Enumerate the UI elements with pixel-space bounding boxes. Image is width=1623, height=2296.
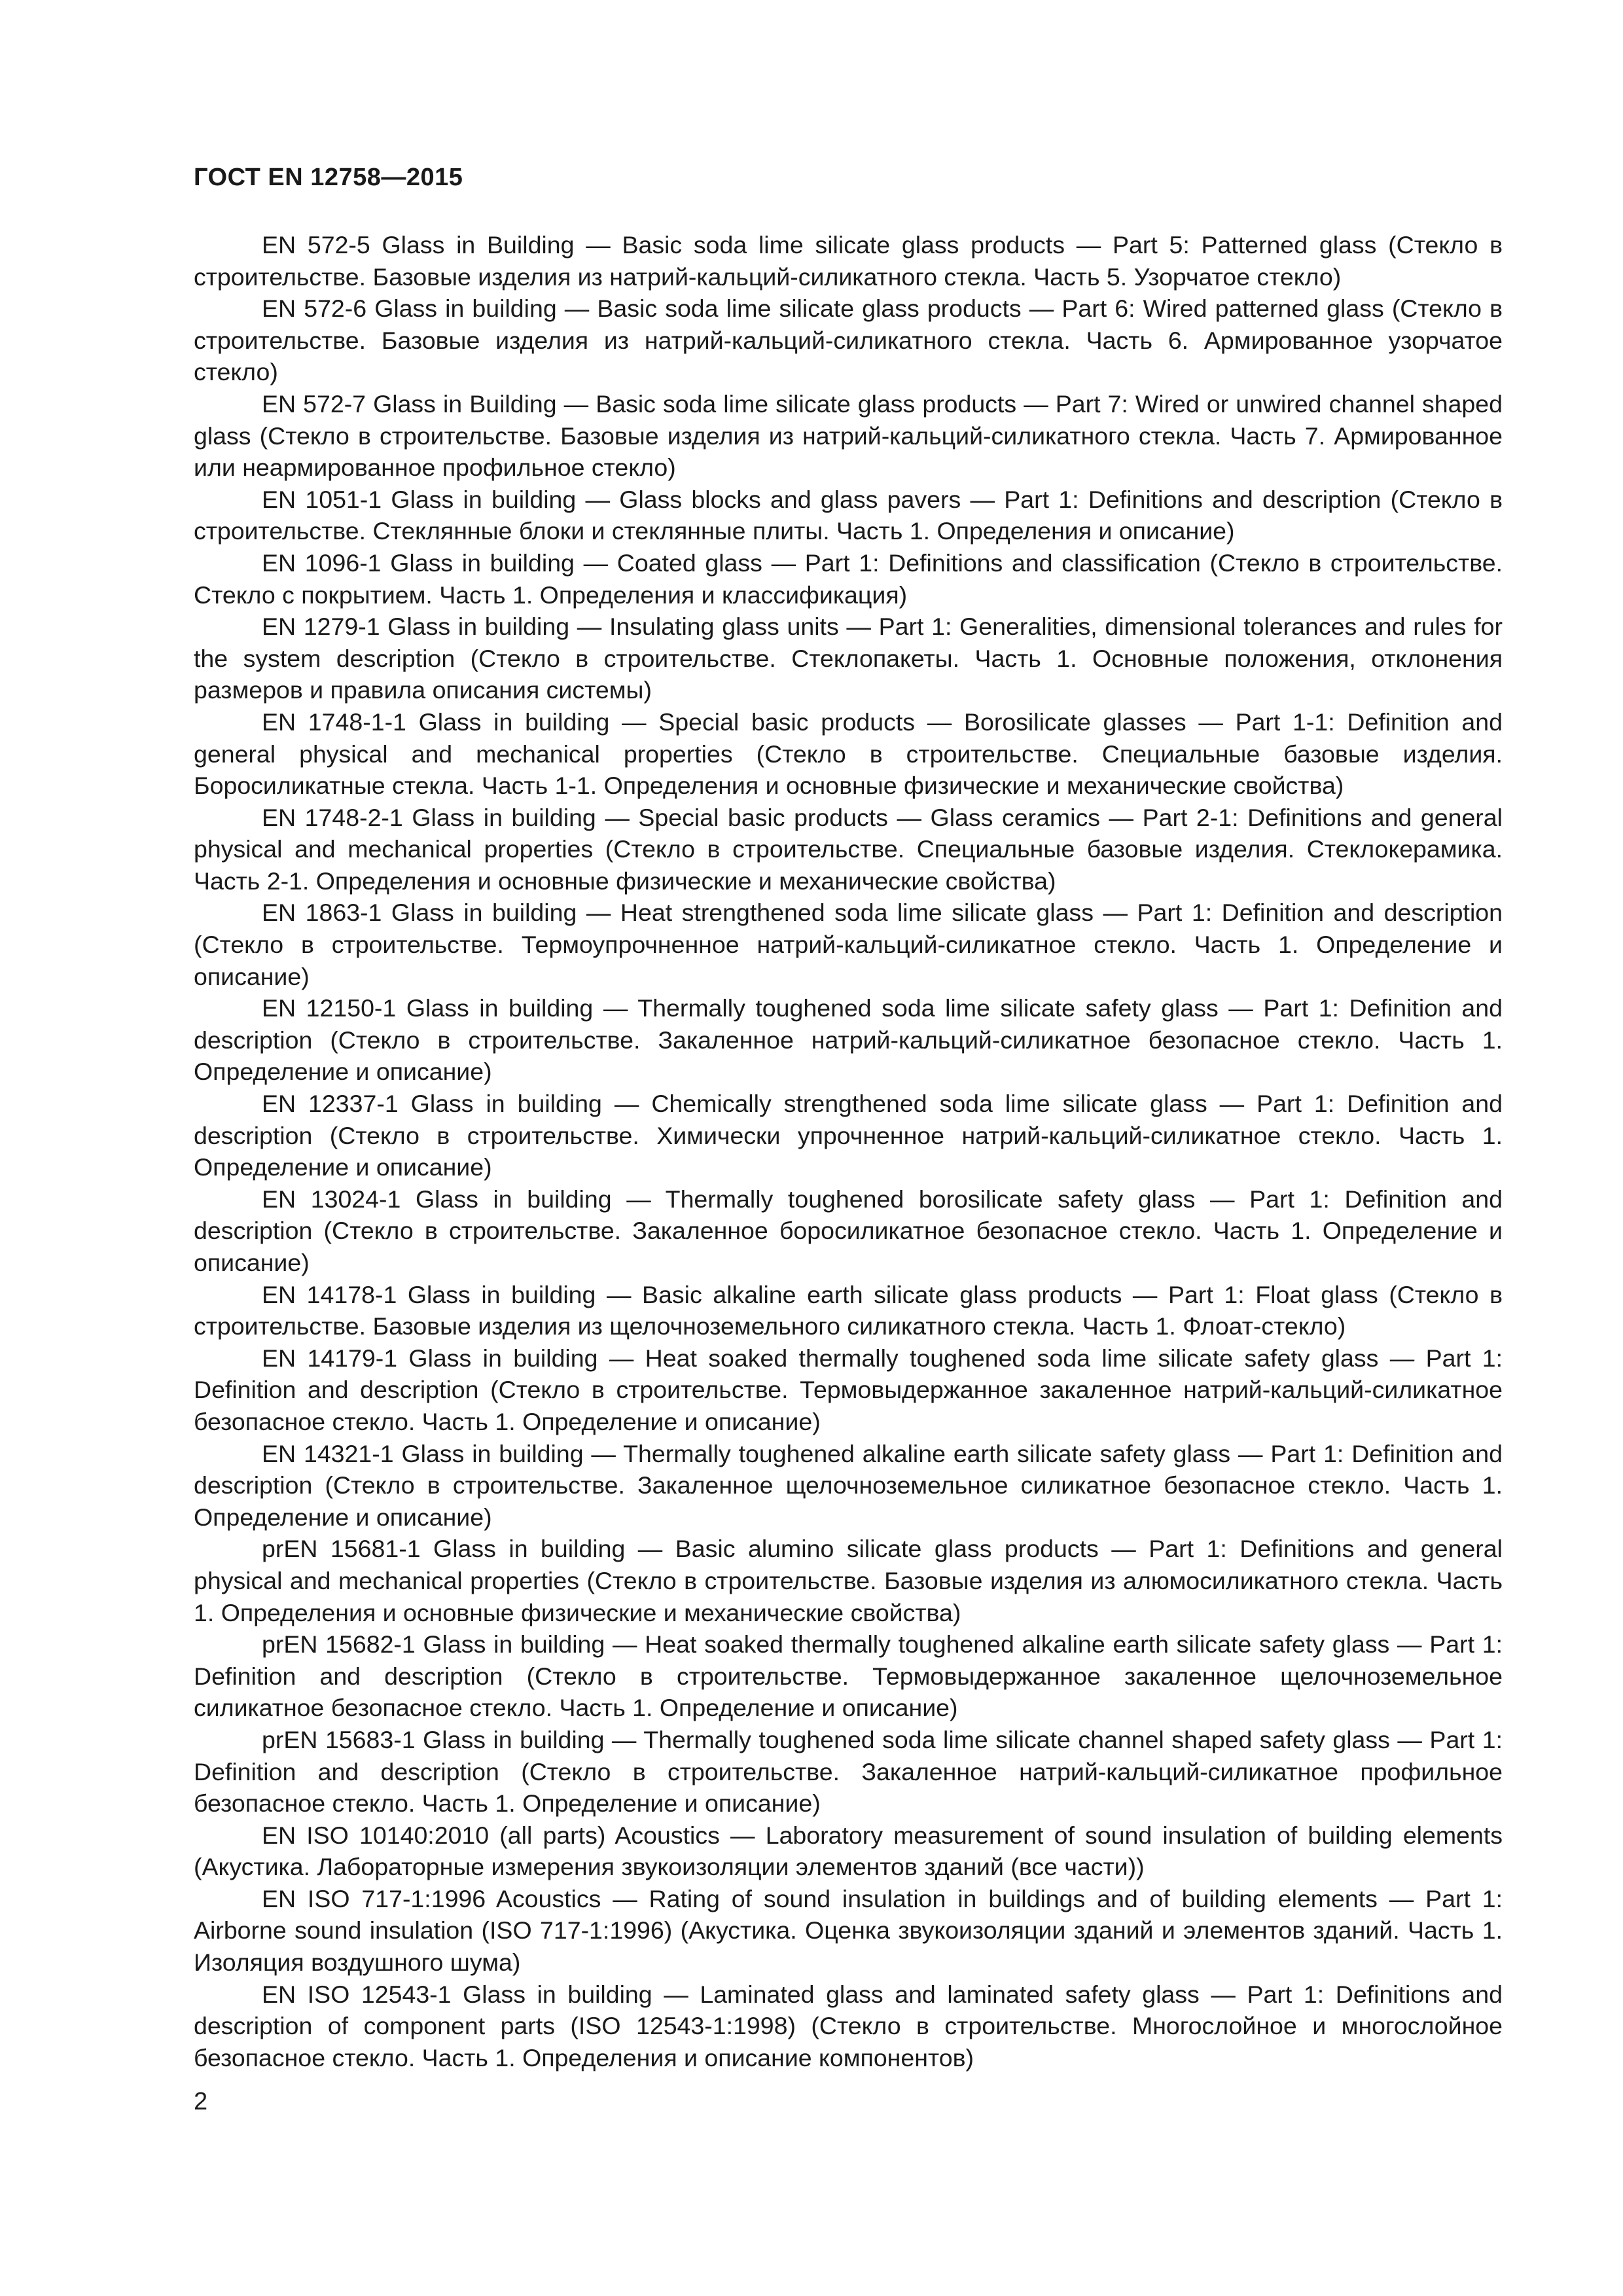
reference-item-en-iso-10140: EN ISO 10140:2010 (all parts) Acoustics — Laboratory measurement of sound insulation of building elements (Акустика. Лабораторные измерения звукоизоляции элементов зданий (все части)): [194, 1821, 1503, 1881]
reference-item-en-1096-1: EN 1096-1 Glass in building — Coated glass — Part 1: Definitions and classification (Стекло в строительстве. Стекло с покрытием. Часть 1. Определения и классификация): [194, 548, 1503, 609]
reference-item-en-14179-1: EN 14179-1 Glass in building — Heat soaked thermally toughened soda lime silicate safety glass — Part 1: Definition and description (Стекло в строительстве. Термовыдержанное закаленное натрий-кальций-силикатное безопасное стекло. Часть 1. Определение и описание): [194, 1344, 1503, 1435]
reference-item-pren-15682-1: prEN 15682-1 Glass in building — Heat soaked thermally toughened alkaline earth silicate safety glass — Part 1: Definition and description (Стекло в строительстве. Термовыдержанное закаленное щелочноземельное силикатное безопасное стекло. Часть 1. Определение и описание): [194, 1630, 1503, 1722]
reference-item-en-12337-1: EN 12337-1 Glass in building — Chemically strengthened soda lime silicate glass — Part 1: Definition and description (Стекло в строительстве. Химически упрочненное натрий-кальций-силикатное стекло. Часть 1. Определение и описание): [194, 1090, 1503, 1181]
reference-item-en-14178-1: EN 14178-1 Glass in building — Basic alkaline earth silicate glass products — Part 1: Float glass (Стекло в строительстве. Базовые изделия из щелочноземельного силикатного стекла. Часть 1. Флоат-стекло): [194, 1280, 1503, 1340]
reference-item-en-14321-1: EN 14321-1 Glass in building — Thermally toughened alkaline earth silicate safety glass — Part 1: Definition and description (Стекло в строительстве. Закаленное щелочноземельное силикатное безопасное стекло. Часть 1. Определение и описание): [194, 1439, 1503, 1531]
normative-references-list: [194, 229, 1503, 2073]
reference-item-en-572-5: EN 572-5 Glass in Building — Basic soda lime silicate glass products — Part 5: Patterned glass (Стекло в строительстве. Базовые изделия из натрий-кальций-силикатного стекла. Часть 5. Узорчатое стекло): [194, 231, 1503, 291]
reference-item-en-13024-1: EN 13024-1 Glass in building — Thermally toughened borosilicate safety glass — Part 1: Definition and description (Стекло в строительстве. Закаленное боросиликатное безопасное стекло. Часть 1. Определение и описание): [194, 1185, 1503, 1276]
page-number: 2: [194, 2088, 208, 2115]
reference-item-en-12150-1: EN 12150-1 Glass in building — Thermally toughened soda lime silicate safety glass — Part 1: Definition and description (Стекло в строительстве. Закаленное натрий-кальций-силикатное безопасное стекло. Часть 1. Определение и описание): [194, 994, 1503, 1086]
reference-item-en-iso-12543-1: EN ISO 12543-1 Glass in building — Laminated glass and laminated safety glass — Part 1: Definitions and description of component parts (ISO 12543-1:1998) (Стекло в строительстве. Многослойное и многослойное безопасное стекло. Часть 1. Определения и описание компонентов): [194, 1980, 1503, 2072]
reference-item-en-1863-1: EN 1863-1 Glass in building — Heat strengthened soda lime silicate glass — Part 1: Definition and description (Стекло в строительстве. Термоупрочненное натрий-кальций-силикатное стекло. Часть 1. Определение и описание): [194, 899, 1503, 990]
reference-item-en-1748-1-1: EN 1748-1-1 Glass in building — Special basic products — Borosilicate glasses — Part 1-1: Definition and general physical and mechanical properties (Стекло в строительстве. Специальные базовые изделия. Боросиликатные стекла. Часть 1-1. Определения и основные физические и механические свойства): [194, 708, 1503, 800]
reference-item-en-1748-2-1: EN 1748-2-1 Glass in building — Special basic products — Glass ceramics — Part 2-1: Definitions and general physical and mechanical properties (Стекло в строительстве. Специальные базовые изделия. Стеклокерамика. Часть 2-1. Определения и основные физические и механические свойства): [194, 803, 1503, 895]
reference-item-pren-15683-1: prEN 15683-1 Glass in building — Thermally toughened soda lime silicate channel shaped safety glass — Part 1: Definition and description (Стекло в строительстве. Закаленное натрий-кальций-силикатное профильное безопасное стекло. Часть 1. Определение и описание): [194, 1725, 1503, 1818]
reference-item-en-572-7: EN 572-7 Glass in Building — Basic soda lime silicate glass products — Part 7: Wired or unwired channel shaped glass (Стекло в строительстве. Базовые изделия из натрий-кальций-силикатного стекла. Часть 7. Армированное или неармированное профильное стекло): [194, 389, 1503, 482]
reference-item-pren-15681-1: prEN 15681-1 Glass in building — Basic alumino silicate glass products — Part 1: Definitions and general physical and mechanical properties (Стекло в строительстве. Базовые изделия из алюмосиликатного стекла. Часть 1. Определения и основные физические и механические свойства): [194, 1535, 1503, 1626]
reference-item-en-1051-1: EN 1051-1 Glass in building — Glass blocks and glass pavers — Part 1: Definitions and description (Стекло в строительстве. Стеклянные блоки и стеклянные плиты. Часть 1. Определения и описание): [194, 485, 1503, 545]
document-header: ГОСТ EN 12758—2015: [194, 164, 463, 191]
reference-item-en-iso-717-1: EN ISO 717-1:1996 Acoustics — Rating of sound insulation in buildings and of building elements — Part 1: Airborne sound insulation (ISO 717-1:1996) (Акустика. Оценка звукоизоляции зданий и элементов зданий. Часть 1. Изоляция воздушного шума): [194, 1884, 1503, 1977]
reference-item-en-1279-1: EN 1279-1 Glass in building — Insulating glass units — Part 1: Generalities, dimensional tolerances and rules for the system description (Стекло в строительстве. Стеклопакеты. Часть 1. Основные положения, отклонения размеров и правила описания системы): [194, 613, 1503, 704]
reference-item-en-572-6: EN 572-6 Glass in building — Basic soda lime silicate glass products — Part 6: Wired patterned glass (Стекло в строительстве. Базовые изделия из натрий-кальций-силикатного стекла. Часть 6. Армированное узорчатое стекло): [194, 295, 1503, 386]
